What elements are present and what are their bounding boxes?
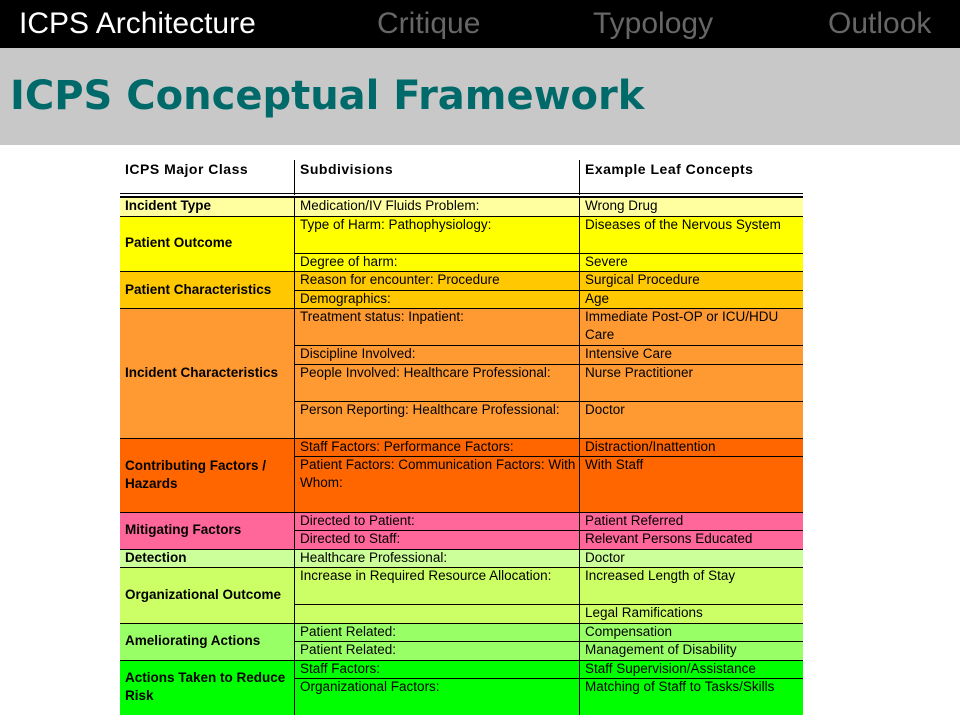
leaf-concept-cell: Diseases of the Nervous System <box>580 216 803 253</box>
page-title: ICPS Conceptual Framework <box>10 73 645 119</box>
column-divider <box>294 197 295 715</box>
major-class-cell <box>120 216 294 272</box>
header-major-class: ICPS Major Class <box>125 161 249 177</box>
group-divider <box>120 660 803 661</box>
row-divider <box>294 604 803 605</box>
subdivision-cell: Increase in Required Resource Allocation: <box>295 567 579 604</box>
title-bar <box>0 48 960 145</box>
major-class-cell <box>120 567 294 623</box>
leaf-concept-cell: Nurse Practitioner <box>580 364 803 401</box>
header-subdivisions: Subdivisions <box>300 161 394 177</box>
leaf-concept-cell: Management of Disability <box>580 641 803 660</box>
subdivision-cell <box>295 604 579 623</box>
subdivision-cell: Medication/IV Fluids Problem: <box>295 197 579 216</box>
leaf-concept-cell: Surgical Procedure <box>580 271 803 290</box>
major-class-cell <box>120 308 294 438</box>
group-divider <box>120 567 803 568</box>
leaf-concept-cell: Age <box>580 290 803 309</box>
header-divider <box>579 160 580 195</box>
row-divider <box>294 456 803 457</box>
leaf-concept-cell: Wrong Drug <box>580 197 803 216</box>
major-class-cell <box>120 197 294 216</box>
leaf-concept-cell: Compensation <box>580 623 803 642</box>
row-divider <box>294 401 803 402</box>
group-divider <box>120 512 803 513</box>
leaf-concept-cell: Intensive Care <box>580 345 803 364</box>
subdivision-cell: Discipline Involved: <box>295 345 579 364</box>
major-class-label: Contributing Factors / Hazards <box>125 457 266 491</box>
leaf-concept-cell: Relevant Persons Educated <box>580 530 803 549</box>
subdivision-cell: Patient Related: <box>295 623 579 642</box>
major-class-cell <box>120 271 294 308</box>
major-class-cell <box>120 438 294 512</box>
column-divider <box>579 197 580 715</box>
leaf-concept-cell: Distraction/Inattention <box>580 438 803 457</box>
major-class-cell <box>120 623 294 660</box>
major-class-label: Actions Taken to Reduce Risk <box>125 670 286 704</box>
subdivision-cell: Degree of harm: <box>295 253 579 272</box>
row-divider <box>294 364 803 365</box>
top-nav <box>0 0 960 48</box>
leaf-concept-cell: Matching of Staff to Tasks/Skills <box>580 678 803 715</box>
major-class-label: Incident Characteristics <box>125 364 279 380</box>
nav-item-typology[interactable]: Typology <box>593 7 714 40</box>
leaf-concept-cell: Doctor <box>580 549 803 568</box>
row-divider <box>294 530 803 531</box>
leaf-concept-cell: Severe <box>580 253 803 272</box>
subdivision-cell: Patient Related: <box>295 641 579 660</box>
major-class-cell <box>120 549 294 568</box>
major-class-label: Mitigating Factors <box>125 522 242 537</box>
major-class-label: Ameliorating Actions <box>125 633 261 648</box>
major-class-label: Patient Characteristics <box>125 281 272 297</box>
group-divider <box>120 549 803 550</box>
leaf-concept-cell: Staff Supervision/Assistance <box>580 660 803 679</box>
subdivision-cell: Staff Factors: Performance Factors: <box>295 438 579 457</box>
row-divider <box>294 678 803 679</box>
subdivision-cell: Reason for encounter: Procedure <box>295 271 579 290</box>
leaf-concept-cell: Immediate Post-OP or ICU/HDU Care <box>580 308 803 345</box>
leaf-concept-cell: Doctor <box>580 401 803 438</box>
subdivision-cell: Demographics: <box>295 290 579 309</box>
major-class-label: Organizational Outcome <box>125 586 282 602</box>
group-divider <box>120 271 803 272</box>
group-divider <box>120 438 803 439</box>
group-divider <box>120 197 803 198</box>
group-divider <box>120 216 803 217</box>
row-divider <box>294 253 803 254</box>
row-divider <box>294 641 803 642</box>
subdivision-cell: Organizational Factors: <box>295 678 579 715</box>
leaf-concept-cell: Patient Referred <box>580 512 803 531</box>
subdivision-cell: Treatment status: Inpatient: <box>295 308 579 345</box>
nav-item-critique[interactable]: Critique <box>377 7 481 40</box>
subdivision-cell: Patient Factors: Communication Factors: With Whom: <box>295 456 579 512</box>
subdivision-cell: Person Reporting: Healthcare Professional: <box>295 401 579 438</box>
major-class-label: Detection <box>125 549 187 565</box>
leaf-concept-cell: Legal Ramifications <box>580 604 803 623</box>
subdivision-cell: Directed to Staff: <box>295 530 579 549</box>
major-class-label: Incident Type <box>125 198 212 214</box>
subdivision-cell: Type of Harm: Pathophysiology: <box>295 216 579 253</box>
row-divider <box>294 345 803 346</box>
nav-item-outlook[interactable]: Outlook <box>828 7 932 40</box>
nav-item-icps-architecture[interactable]: ICPS Architecture <box>19 7 256 40</box>
subdivision-cell: Directed to Patient: <box>295 512 579 531</box>
major-class-label: Patient Outcome <box>125 235 233 251</box>
framework-table <box>120 155 803 718</box>
header-rule <box>120 193 803 194</box>
header-leaf-concepts: Example Leaf Concepts <box>585 161 754 177</box>
leaf-concept-cell: With Staff <box>580 456 803 512</box>
major-class-cell <box>120 660 294 716</box>
row-divider <box>294 290 803 291</box>
group-divider <box>120 308 803 309</box>
leaf-concept-cell: Increased Length of Stay <box>580 567 803 604</box>
group-divider <box>120 623 803 624</box>
subdivision-cell: People Involved: Healthcare Professional: <box>295 364 579 401</box>
major-class-cell <box>120 512 294 549</box>
header-divider <box>294 160 295 195</box>
subdivision-cell: Staff Factors: <box>295 660 579 679</box>
subdivision-cell: Healthcare Professional: <box>295 549 579 568</box>
